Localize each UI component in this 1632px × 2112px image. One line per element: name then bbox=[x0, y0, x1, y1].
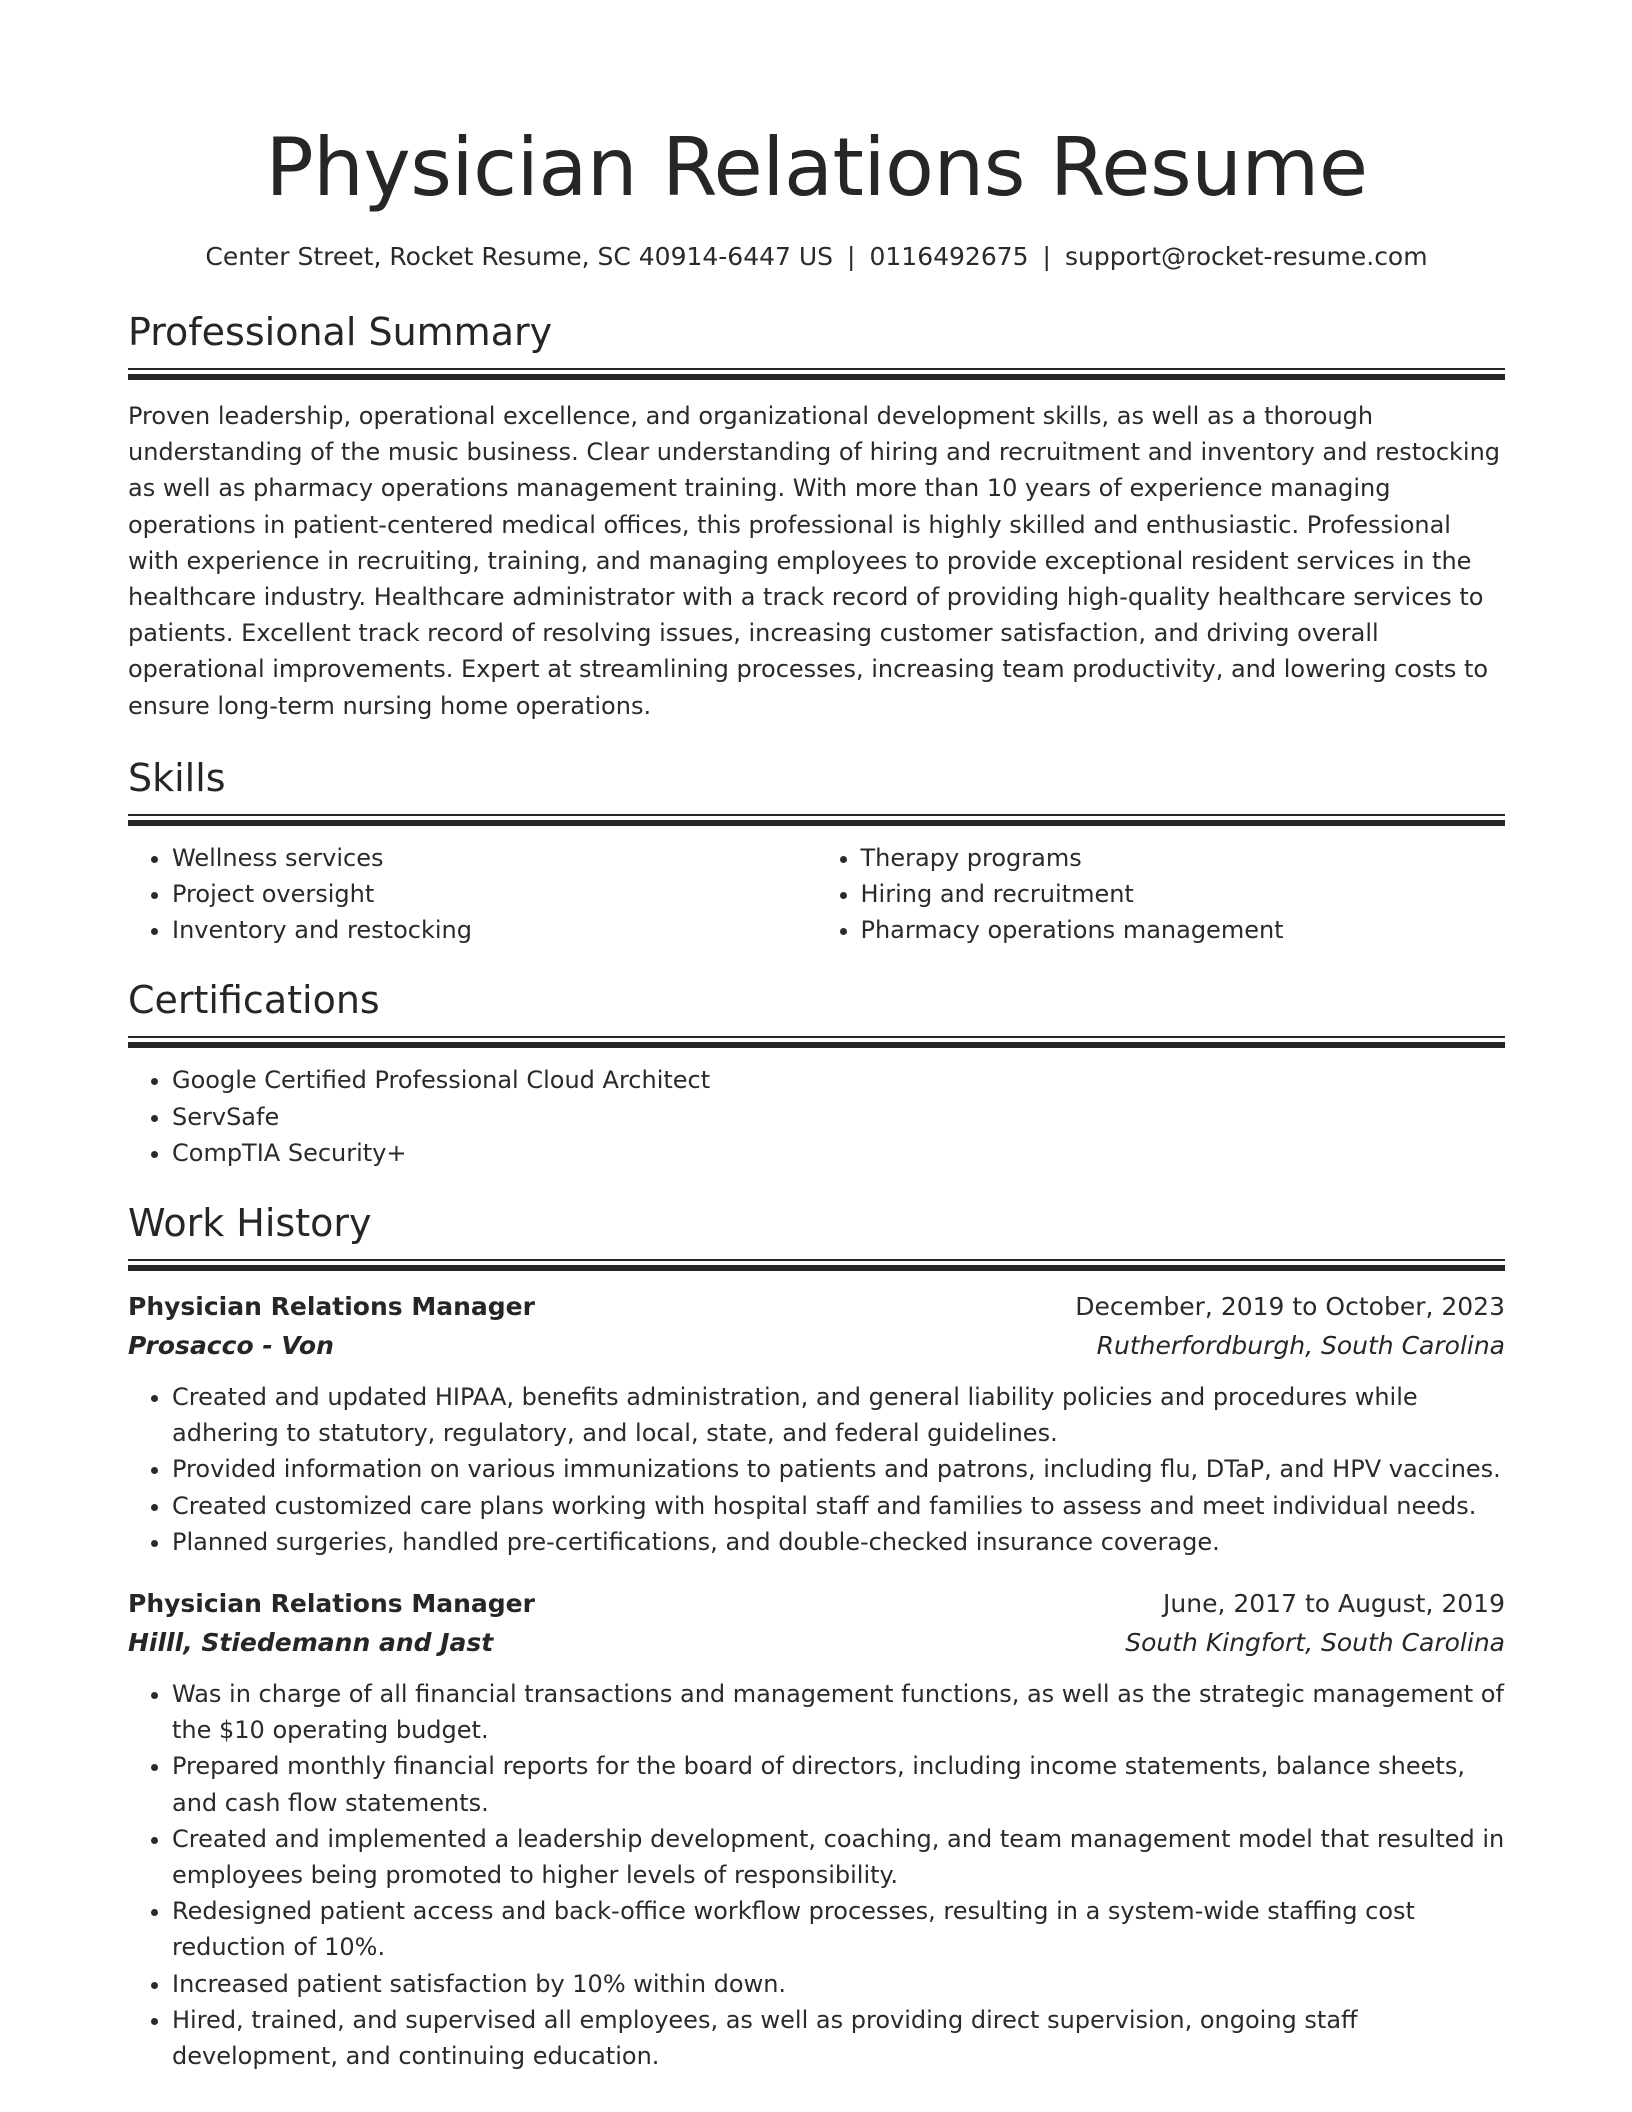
section-divider bbox=[128, 1036, 1505, 1048]
summary-section bbox=[128, 308, 1505, 724]
list-item: • Therapy programs bbox=[861, 840, 1506, 876]
job-company: Hilll, Stiedemann and Jast bbox=[128, 1628, 494, 1658]
list-item: • Wellness services bbox=[172, 840, 817, 876]
job-dates: June, 2017 to August, 2019 bbox=[1163, 1589, 1505, 1619]
job-header bbox=[128, 1287, 1505, 1326]
summary-text: Proven leadership, operational excellence, and organizational development skills, as well as a thorough understanding of the music business. Clear understanding of hiring and recruitment and inventory and restocking as well as pharmacy operations management training. With more than 10 years of experience managing operations in patient-centered medical offices, this professional is highly skilled and enthusiastic. Professional with experience in recruiting, training, and managing employees to provide exceptional resident services in the healthcare industry. Healthcare administrator with a track record of providing high-quality healthcare services to patients. Excellent track record of resolving issues, increasing customer satisfaction, and driving overall operational improvements. Expert at streamlining processes, increasing team productivity, and lowering costs to ensure long-term nursing home operations. bbox=[128, 402, 1501, 720]
section-heading: Work History bbox=[128, 1201, 372, 1246]
section-divider bbox=[128, 814, 1505, 826]
job-bullets bbox=[128, 1676, 1505, 2074]
list-item: • Provided information on various immunizations to patients and patrons, including flu, DTaP, and HPV vaccines. bbox=[172, 1451, 1505, 1487]
list-item: • Redesigned patient access and back-office workflow processes, resulting in a system-wide staffing cost reduction of 10%. bbox=[172, 1893, 1505, 1965]
contact-phone: 0116492675 bbox=[869, 242, 1029, 271]
skills-list-right bbox=[817, 840, 1506, 949]
resume-title: Physician Relations Resume bbox=[265, 121, 1368, 214]
contact-address: Center Street, Rocket Resume, SC 40914-6447 US bbox=[205, 242, 834, 271]
list-item: • Created and updated HIPAA, benefits administration, and general liability policies and procedures while adhering to statutory, regulatory, and local, state, and federal guidelines. bbox=[172, 1379, 1505, 1451]
section-divider bbox=[128, 1259, 1505, 1271]
list-item: • Project oversight bbox=[172, 876, 817, 912]
job-title: Physician Relations Manager bbox=[128, 1292, 535, 1322]
skills-section bbox=[128, 754, 1505, 949]
contact-separator: | bbox=[1042, 242, 1051, 271]
job-title: Physician Relations Manager bbox=[128, 1589, 535, 1619]
list-item: • Prepared monthly financial reports for the board of directors, including income statements, balance sheets, and cash flow statements. bbox=[172, 1748, 1505, 1820]
work-history-section bbox=[128, 1199, 1505, 2074]
certifications-section bbox=[128, 976, 1505, 1171]
contact-line bbox=[128, 240, 1505, 274]
list-item: • Hiring and recruitment bbox=[861, 876, 1506, 912]
list-item: • Increased patient satisfaction by 10% within down. bbox=[172, 1966, 1505, 2002]
job-location: Rutherfordburgh, South Carolina bbox=[1096, 1331, 1505, 1361]
job-header bbox=[128, 1584, 1505, 1623]
list-item: • Created customized care plans working with hospital staff and families to assess and meet individual needs. bbox=[172, 1488, 1505, 1524]
job-bullets bbox=[128, 1379, 1505, 1560]
contact-email: support@rocket-resume.com bbox=[1064, 242, 1428, 271]
list-item: • Inventory and restocking bbox=[172, 912, 817, 948]
skills-columns bbox=[128, 840, 1505, 949]
skills-list-left bbox=[128, 840, 817, 949]
list-item: • Created and implemented a leadership development, coaching, and team management model that resulted in employees being promoted to higher levels of responsibility. bbox=[172, 1821, 1505, 1893]
job-dates: December, 2019 to October, 2023 bbox=[1075, 1292, 1505, 1322]
list-item: • Pharmacy operations management bbox=[861, 912, 1506, 948]
list-item: • Was in charge of all financial transactions and management functions, as well as the strategic management of the $10 operating budget. bbox=[172, 1676, 1505, 1748]
job-location: South Kingfort, South Carolina bbox=[1125, 1628, 1505, 1658]
section-divider bbox=[128, 368, 1505, 380]
list-item: • Google Certified Professional Cloud Architect bbox=[172, 1062, 1505, 1098]
certifications-list bbox=[128, 1062, 1505, 1171]
job-company: Prosacco - Von bbox=[128, 1331, 334, 1361]
list-item: • Hired, trained, and supervised all employees, as well as providing direct supervision, ongoing staff development, and continuing education. bbox=[172, 2002, 1505, 2074]
section-heading: Skills bbox=[128, 755, 226, 800]
job-entry bbox=[128, 1584, 1505, 2074]
list-item: • ServSafe bbox=[172, 1099, 1505, 1135]
job-subheader bbox=[128, 1623, 1505, 1662]
section-heading: Professional Summary bbox=[128, 310, 553, 354]
job-subheader bbox=[128, 1326, 1505, 1365]
list-item: • Planned surgeries, handled pre-certifications, and double-checked insurance coverage. bbox=[172, 1524, 1505, 1560]
job-entry bbox=[128, 1287, 1505, 1560]
list-item: • CompTIA Security+ bbox=[172, 1135, 1505, 1171]
contact-separator: | bbox=[847, 242, 856, 271]
section-heading: Certifications bbox=[128, 978, 380, 1023]
